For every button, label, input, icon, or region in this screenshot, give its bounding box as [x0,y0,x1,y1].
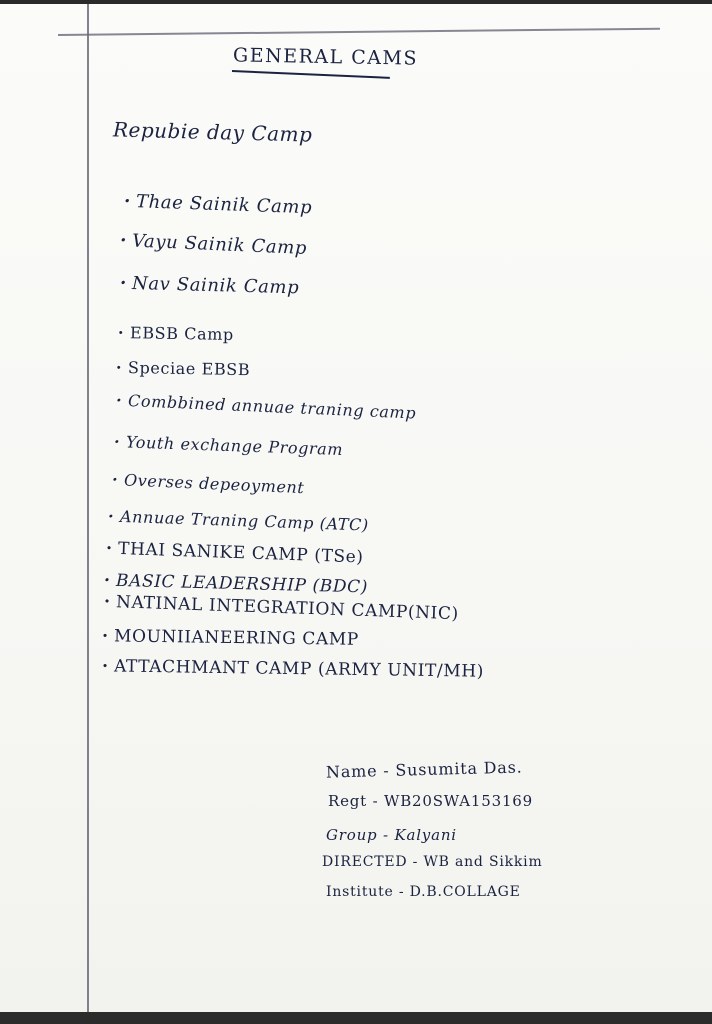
bottom-edge [0,1012,712,1024]
section-subtitle: Repubie day Camp [112,117,313,147]
list-item-text: ATTACHMANT CAMP (ARMY UNIT/MH) [113,656,485,682]
bullet-icon: · [103,570,111,591]
page-title: GENERAL CAMS [232,44,419,70]
bullet-icon: · [111,469,119,490]
directed-line: DIRECTED - WB and Sikkim [322,854,543,870]
bullet-icon: · [123,190,132,212]
list-item-text: Youth exchange Program [125,432,344,459]
bullet-icon: · [107,506,115,526]
group-line: Group - Kalyani [326,826,457,844]
bullet-icon: · [117,322,125,343]
bullet-icon: · [103,591,111,613]
list-item-text: Annuae Traning Camp (ATC) [119,506,370,535]
list-item-text: Overses depeoyment [123,470,305,498]
list-item-text: BASIC LEADERSHIP (BDC) [115,570,369,598]
list-item-text: Vayu Sainik Camp [131,230,308,260]
signature-block [0,4,712,1012]
bullet-icon: · [101,656,109,677]
list-item-text: THAI SANIKE CAMP (TSe) [117,538,364,568]
bullet-icon: · [101,626,109,647]
bullet-icon: · [119,272,128,294]
institute-line: Institute - D.B.COLLAGE [326,884,521,900]
name-line: Name - Susumita Das. [325,757,523,782]
notebook-page [0,4,712,1012]
list-item-text: NATINAL INTEGRATION CAMP(NIC) [115,592,460,625]
list-item-text: EBSB Camp [129,323,235,345]
regt-line: Regt - WB20SWA153169 [328,792,533,810]
bullet-icon: · [105,538,113,559]
bullet-icon: · [119,229,128,252]
list-item-text: Nav Sainik Camp [131,272,300,299]
bullet-icon: · [113,432,121,452]
list-item-text: Speciae EBSB [127,358,251,380]
bullet-icon: · [115,390,123,410]
list-item-text: MOUNIIANEERING CAMP [113,626,359,650]
list-item-text: Combbined annuae traning camp [127,390,417,423]
list-item-text: Thae Sainik Camp [135,191,313,219]
bullet-icon: · [115,357,123,377]
